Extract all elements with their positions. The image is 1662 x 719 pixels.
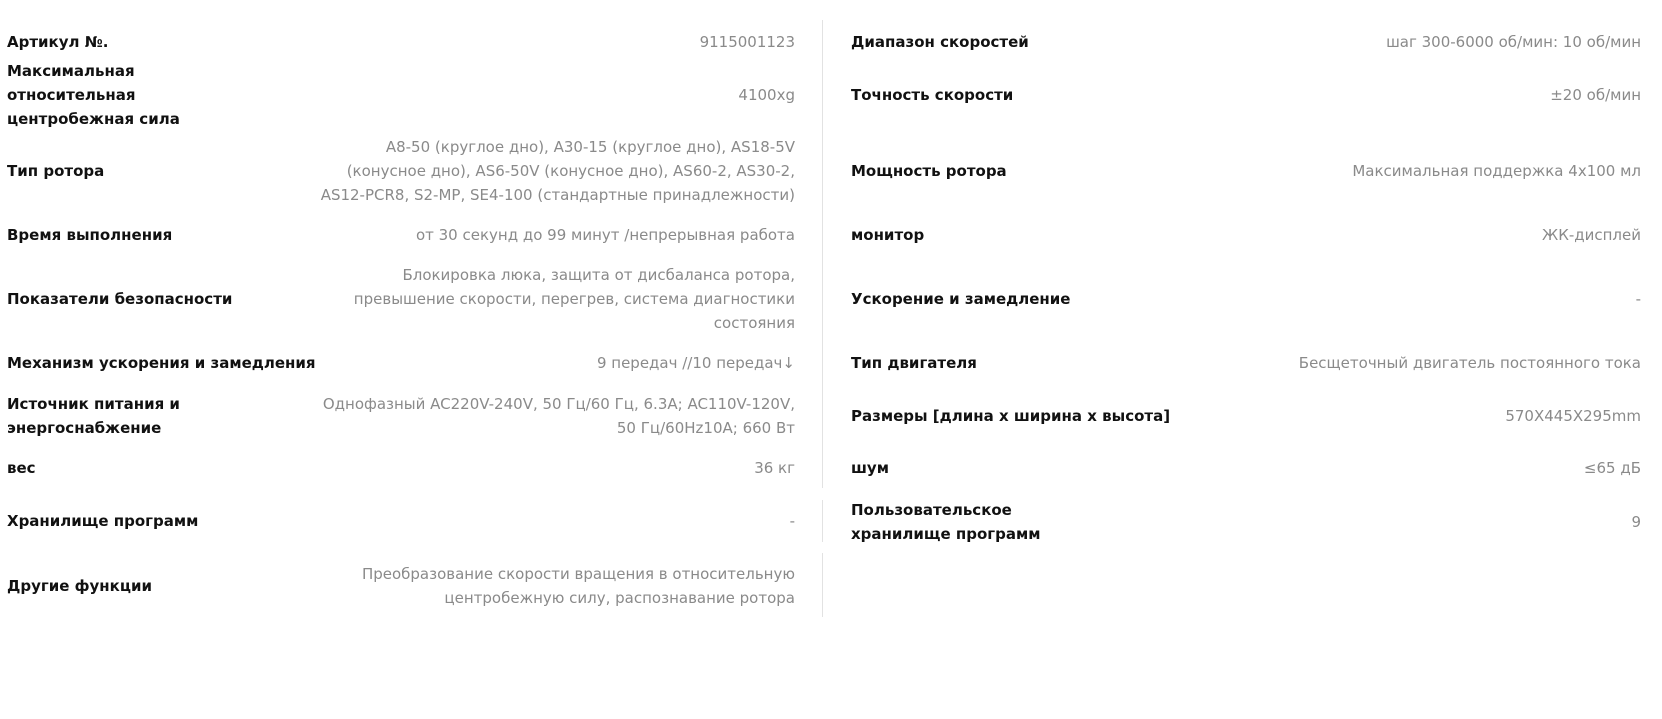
spec-row-safety — [7, 264, 825, 334]
spec-value: A8-50 (круглое дно), A30-15 (круглое дно), AS18-5V (конусное дно), AS6-50V (конусное дно), AS60-2, AS30-2, AS12-PCR8, S2-MP, SE4-100 (стандартные принадлежности) — [320, 138, 795, 204]
spec-value: Преобразование скорости вращения в относительную центробежную силу, распознавание ротора — [361, 564, 795, 607]
spec-row-motor-type — [851, 351, 1641, 375]
spec-value: 4100xg — [738, 86, 795, 104]
spec-label: Ускорение и замедление — [851, 290, 1071, 308]
spec-value: 36 кг — [754, 459, 795, 477]
spec-row-run-time — [7, 223, 825, 247]
spec-label: Тип ротора — [7, 162, 105, 180]
spec-label: Точность скорости — [851, 86, 1014, 104]
spec-value: шаг 300-6000 об/мин: 10 об/мин — [1386, 33, 1641, 51]
spec-label: монитор — [851, 226, 925, 244]
spec-value: от 30 секунд до 99 минут /непрерывная работа — [415, 226, 795, 244]
spec-value: Бесщеточный двигатель постоянного тока — [1298, 354, 1641, 372]
spec-row-accel-decel — [851, 287, 1641, 311]
spec-row-article — [7, 20, 825, 64]
spec-value: ±20 об/мин — [1550, 86, 1641, 104]
spec-label: Механизм ускорения и замедления — [7, 354, 316, 372]
spec-label: Мощность ротора — [851, 162, 1007, 180]
spec-row-rotor-type — [7, 136, 825, 206]
spec-value: 9 — [1631, 512, 1641, 531]
spec-label: Другие функции — [7, 576, 152, 595]
spec-row-noise — [851, 456, 1641, 480]
spec-value: Блокировка люка, защита от дисбаланса ротора, превышение скорости, перегрев, система диагностики состояния — [353, 266, 795, 332]
spec-label: Хранилище программ — [7, 512, 199, 530]
spec-label: Показатели безопасности — [7, 290, 233, 308]
spec-value: ЖК-дисплей — [1542, 226, 1641, 244]
spec-row-power — [7, 392, 825, 439]
spec-row-program-storage — [7, 509, 825, 533]
spec-label: вес — [7, 459, 36, 477]
spec-label: Время выполнения — [7, 226, 173, 244]
spec-value: - — [1635, 290, 1641, 308]
spec-row-user-program-storage — [851, 498, 1641, 545]
spec-row-rotor-capacity — [851, 159, 1641, 183]
spec-row-other-functions — [7, 562, 825, 609]
spec-value: Однофазный AC220V-240V, 50 Гц/60 Гц, 6.3A; AC110V-120V, 50 Гц/60Hz10A; 660 Вт — [322, 394, 795, 437]
spec-row-monitor — [851, 223, 1641, 247]
spec-row-rcf — [7, 62, 825, 128]
spec-label: Максимальная относительная центробежная сила — [7, 62, 180, 128]
spec-label: Тип двигателя — [851, 354, 977, 372]
spec-label: шум — [851, 459, 889, 477]
spec-row-weight — [7, 456, 825, 480]
spec-label: Пользовательское хранилище программ — [851, 500, 1041, 543]
spec-label: Артикул №. — [7, 33, 109, 51]
spec-value: 570X445X295mm — [1505, 407, 1641, 425]
spec-value: Максимальная поддержка 4x100 мл — [1352, 162, 1641, 180]
spec-row-speed-range — [851, 20, 1641, 64]
spec-value: - — [789, 512, 795, 530]
spec-label: Источник питания и энергоснабжение — [7, 394, 180, 437]
spec-value: 9115001123 — [699, 33, 795, 51]
spec-row-dimensions — [851, 404, 1641, 428]
spec-label: Размеры [длина x ширина x высота] — [851, 407, 1171, 425]
spec-value: 9 передач //10 передач↓ — [596, 354, 795, 372]
spec-label: Диапазон скоростей — [851, 33, 1029, 51]
spec-row-speed-accuracy — [851, 83, 1641, 107]
spec-row-accel-mechanism — [7, 351, 825, 375]
spec-value: ≤65 дБ — [1583, 459, 1641, 477]
